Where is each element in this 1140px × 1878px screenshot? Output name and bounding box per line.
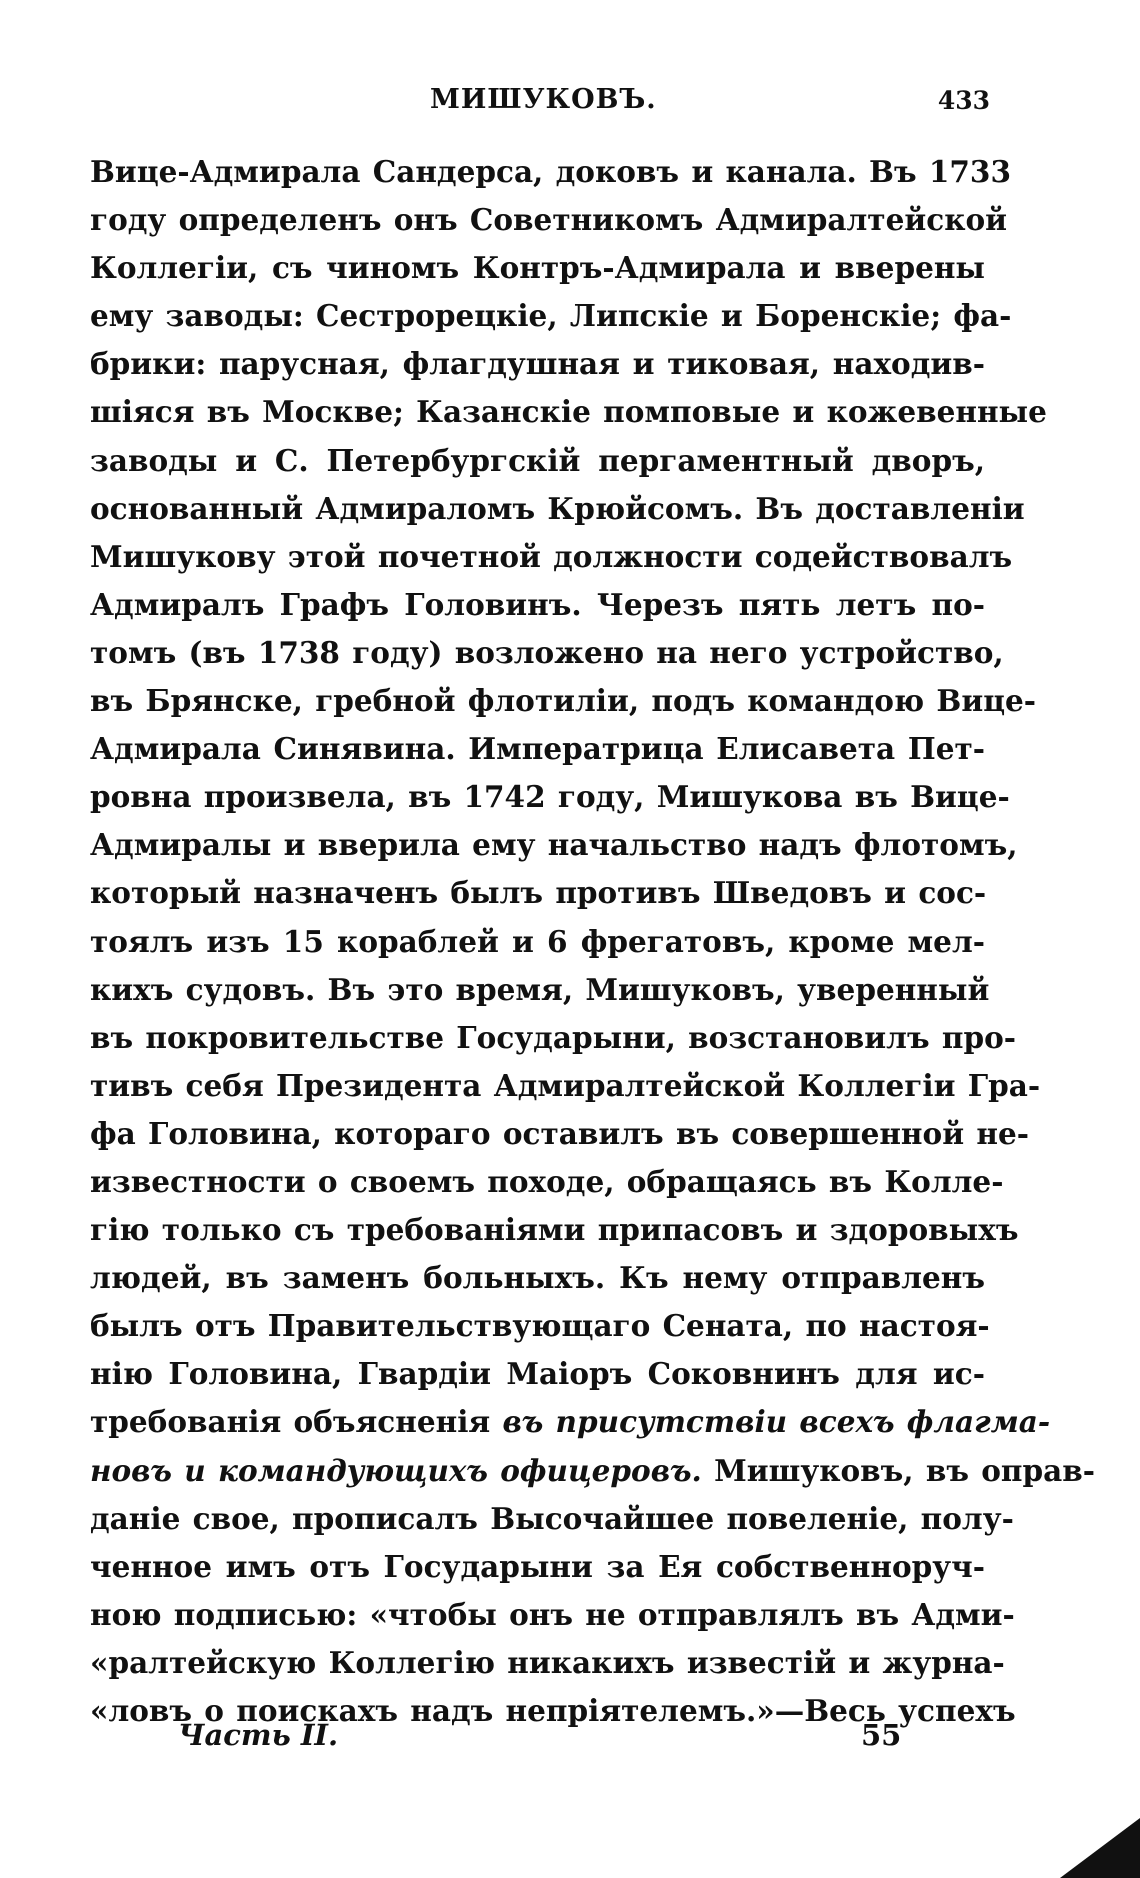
text-line-content: Мишуковъ, въ оправ- <box>701 1452 1095 1488</box>
text-line-content: фа Головина, котораго оставилъ въ совершенной не- <box>90 1115 1029 1151</box>
text-line <box>90 1543 985 1591</box>
text-line-content: кихъ судовъ. Въ это время, Мишуковъ, уверенный <box>90 971 990 1007</box>
italic-quote: новъ и командующихъ офицеровъ. <box>90 1452 702 1488</box>
text-line <box>90 437 985 485</box>
text-line-content: Коллегіи, съ чиномъ Контръ-Адмирала и вверены <box>90 250 985 286</box>
text-line <box>90 388 1047 436</box>
text-line <box>90 1398 1051 1446</box>
text-line <box>90 1350 985 1398</box>
text-line <box>90 1158 1004 1206</box>
text-line <box>90 1062 1041 1110</box>
text-line-content: даніе свое, прописалъ Высочайшее повеленіе, полу- <box>90 1500 1014 1536</box>
text-line-content: году определенъ онъ Советникомъ Адмиралтейской <box>90 202 1008 238</box>
text-line <box>90 1447 1095 1495</box>
text-line-content: ченное имъ отъ Государыни за Ея собственноруч- <box>90 1548 985 1584</box>
text-line-content: нію Головина, Гвардіи Маіоръ Соковнинъ для ис- <box>90 1356 985 1392</box>
page-corner-shadow <box>1060 1818 1140 1878</box>
text-line <box>90 148 1011 196</box>
text-line <box>90 725 985 773</box>
text-line <box>90 629 1004 677</box>
text-line-content: Адмиралы и вверила ему начальство надъ флотомъ, <box>90 827 1018 863</box>
text-line <box>90 773 1010 821</box>
text-line-content: брики: парусная, флагдушная и тиковая, находив- <box>90 346 985 382</box>
body-text <box>90 148 1095 1735</box>
text-line <box>90 1495 1014 1543</box>
text-line-content: Адмирала Синявина. Императрица Елисавета Пет- <box>90 731 985 767</box>
text-line <box>90 1591 1015 1639</box>
text-line-content: томъ (въ 1738 году) возложено на него устройство, <box>90 634 1004 670</box>
text-line-content: известности о своемъ походе, обращаясь въ Колле- <box>90 1163 1004 1199</box>
text-line-content: который назначенъ былъ противъ Шведовъ и сос- <box>90 875 987 911</box>
running-head <box>90 84 990 124</box>
running-title: МИШУКОВЪ. <box>430 84 657 115</box>
text-line <box>90 340 985 388</box>
text-line <box>90 1254 985 1302</box>
text-line-content: ровна произвела, въ 1742 году, Мишукова въ Вице- <box>90 779 1010 815</box>
text-line-content: Вице-Адмирала Сандерса, доковъ и канала. Въ 1733 <box>90 154 1011 189</box>
text-line-content: былъ отъ Правительствующаго Сената, по настоя- <box>90 1308 990 1344</box>
text-line-content: «ловъ о поискахъ надъ непріятелемъ.»—Весь успехъ <box>90 1693 1016 1728</box>
text-line <box>90 966 990 1014</box>
page-number: 433 <box>937 86 990 115</box>
text-line-content: тоялъ изъ 15 кораблей и 6 фрегатовъ, кроме мел- <box>90 923 985 959</box>
text-line <box>90 485 1025 533</box>
text-line-content: требованія объясненія <box>90 1404 503 1440</box>
text-line-content: въ покровительстве Государыни, возстановилъ про- <box>90 1019 1017 1055</box>
text-line <box>90 1302 990 1350</box>
text-line-content: шіяся въ Москве; Казанскіе помповые и кожевенные <box>90 394 1047 430</box>
text-line <box>90 1639 1005 1687</box>
text-line <box>90 196 1008 244</box>
text-line-content: людей, въ заменъ больныхъ. Къ нему отправленъ <box>90 1260 985 1296</box>
text-line-content: «ралтейскую Коллегію никакихъ известій и журна- <box>90 1644 1005 1680</box>
text-line-content: ему заводы: Сестрорецкіе, Липскіе и Боренскіе; фа- <box>90 298 1012 334</box>
text-line <box>90 1110 1029 1158</box>
text-line <box>90 821 1018 869</box>
text-line-content: гію только съ требованіями припасовъ и здоровыхъ <box>90 1212 1019 1248</box>
text-line <box>90 918 985 966</box>
italic-quote: въ присутствіи всехъ флагма- <box>502 1404 1051 1440</box>
signature-number: 55 <box>861 1718 902 1752</box>
page-footer <box>178 1718 918 1762</box>
text-line-content: заводы и С. Петербургскій пергаментный дворъ, <box>90 442 985 478</box>
text-line <box>90 581 985 629</box>
text-line-content: основанный Адмираломъ Крюйсомъ. Въ доставленіи <box>90 490 1025 526</box>
text-line <box>90 533 1013 581</box>
text-line-content: ною подписью: «чтобы онъ не отправлялъ въ Адми- <box>90 1596 1015 1632</box>
text-line <box>90 1206 1019 1254</box>
text-line <box>90 1014 1017 1062</box>
signature-mark: Часть II. <box>178 1718 339 1752</box>
text-line-content: Мишукову этой почетной должности содействовалъ <box>90 538 1013 574</box>
text-line-content: Адмиралъ Графъ Головинъ. Черезъ пять летъ по- <box>90 586 985 622</box>
text-line <box>90 677 1037 725</box>
text-line-content: тивъ себя Президента Адмиралтейской Коллегіи Гра- <box>90 1067 1041 1103</box>
text-line <box>90 244 985 292</box>
text-line-content: въ Брянске, гребной флотиліи, подъ командою Вице- <box>90 683 1037 719</box>
text-line <box>90 292 1012 340</box>
text-line <box>90 869 985 917</box>
